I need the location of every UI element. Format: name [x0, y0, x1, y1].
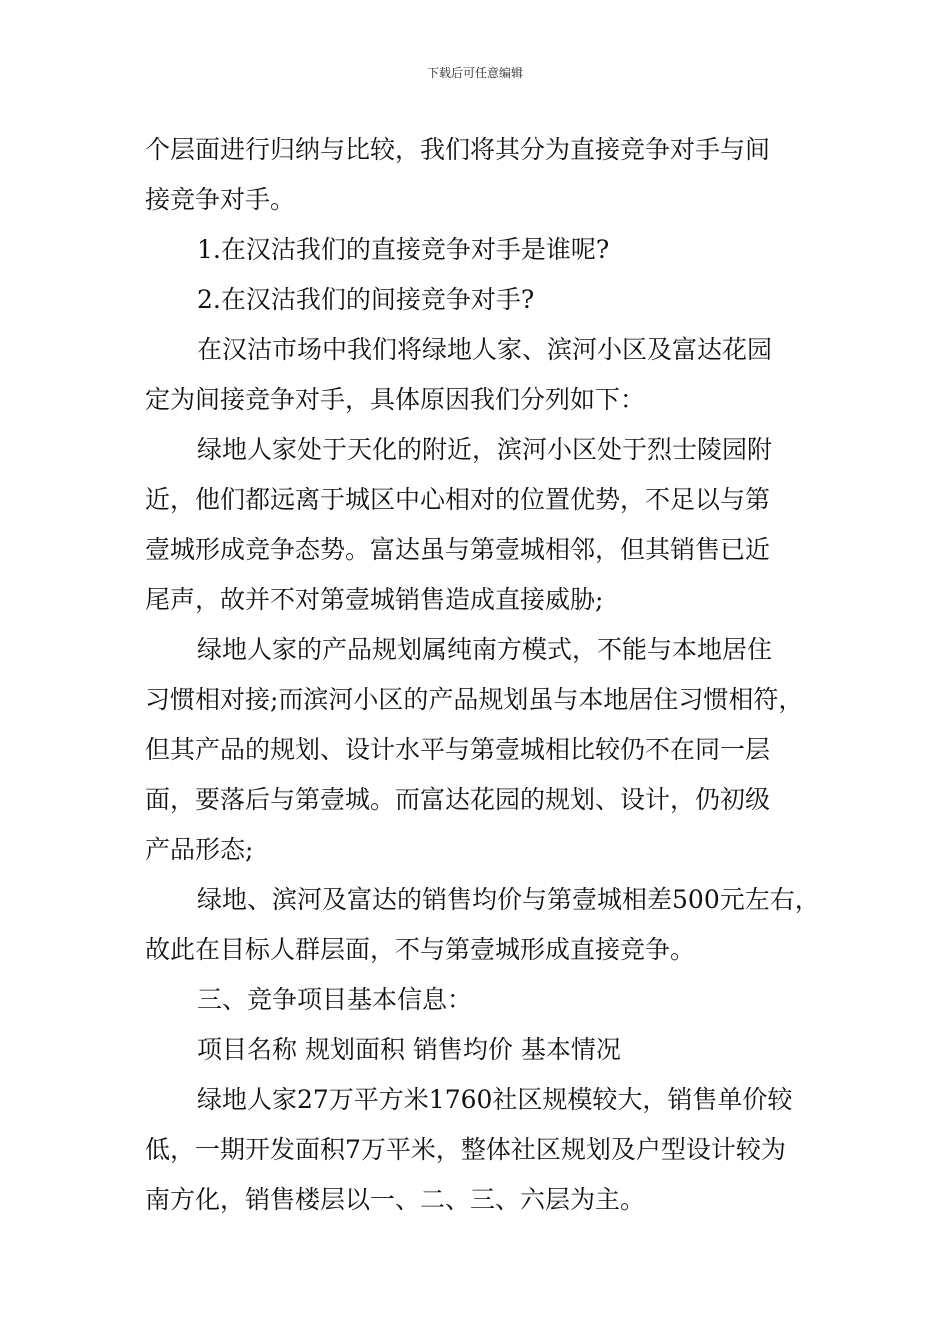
paragraph-line: 绿地、滨河及富达的销售均价与第壹城相差500元左右， [197, 885, 820, 914]
paragraph-line: 绿地人家的产品规划属纯南方模式，不能与本地居住 [197, 635, 773, 664]
paragraph-line: 近，他们都远离于城区中心相对的位置优势，不足以与第 [145, 485, 771, 514]
paragraph-line: 绿地人家处于天化的附近，滨河小区处于烈士陵园附 [197, 435, 773, 464]
paragraph-line: 习惯相对接;而滨河小区的产品规划虽与本地居住习惯相符， [145, 685, 804, 714]
paragraph-line: 低，一期开发面积7万平米，整体社区规划及户型设计较为 [145, 1135, 786, 1164]
document-body [145, 125, 825, 1225]
paragraph-line: 绿地人家27万平方米1760社区规模较大，销售单价较 [197, 1085, 793, 1114]
paragraph-line: 壹城形成竞争态势。富达虽与第壹城相邻，但其销售已近 [145, 535, 771, 564]
paragraph-line: 个层面进行归纳与比较，我们将其分为直接竞争对手与间 [145, 135, 771, 164]
section-heading: 三、竞争项目基本信息： [197, 985, 473, 1014]
paragraph-line: 2.在汉沽我们的间接竞争对手? [197, 285, 535, 314]
table-header-line: 项目名称 规划面积 销售均价 基本情况 [197, 1035, 621, 1064]
page-header-note: 下载后可任意编辑 [426, 66, 523, 80]
paragraph-line: 尾声，故并不对第壹城销售造成直接威胁; [145, 585, 604, 614]
paragraph-line: 故此在目标人群层面，不与第壹城形成直接竞争。 [145, 935, 696, 964]
paragraph-line: 面，要落后与第壹城。而富达花园的规划、设计，仍初级 [145, 785, 771, 814]
paragraph-line: 在汉沽市场中我们将绿地人家、滨河小区及富达花园 [197, 335, 773, 364]
paragraph-line: 但其产品的规划、设计水平与第壹城相比较仍不在同一层 [145, 735, 771, 764]
paragraph-line: 接竞争对手。 [145, 185, 296, 214]
paragraph-line: 南方化，销售楼层以一、二、三、六层为主。 [145, 1185, 646, 1214]
paragraph-line: 产品形态; [145, 835, 254, 864]
paragraph-line: 1.在汉沽我们的直接竞争对手是谁呢? [197, 235, 610, 264]
paragraph-line: 定为间接竞争对手，具体原因我们分列如下： [145, 385, 646, 414]
